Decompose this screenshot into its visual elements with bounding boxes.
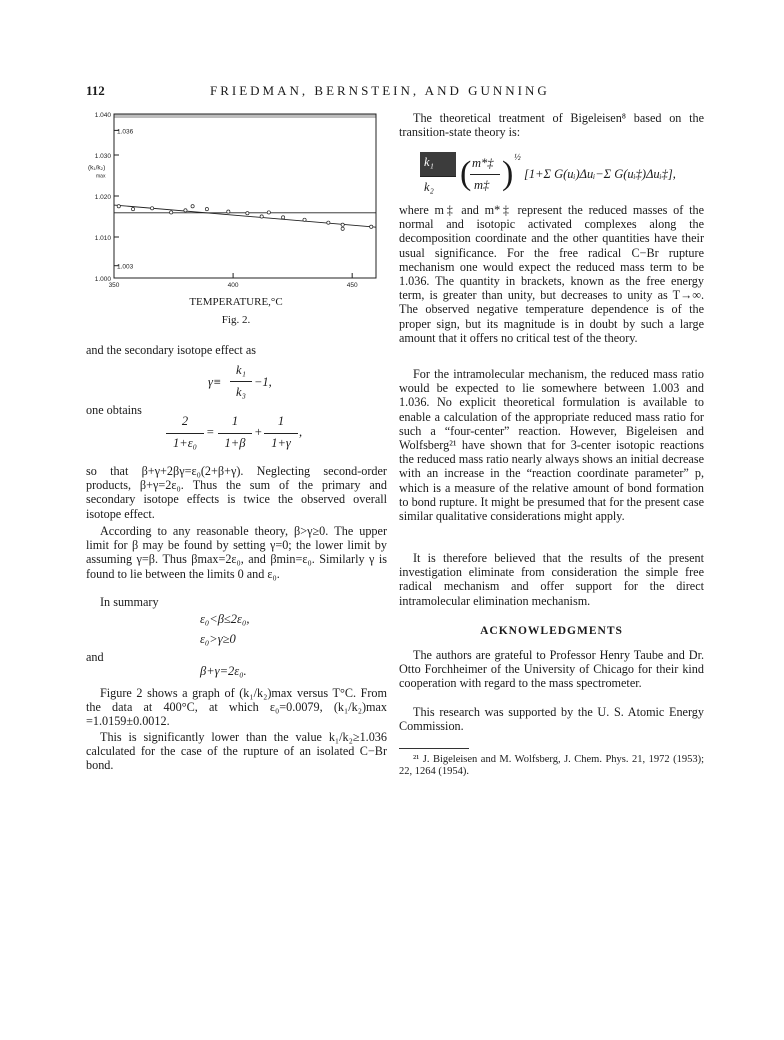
- eq2-n1: 2: [181, 414, 189, 428]
- data-point: [151, 207, 154, 210]
- plot-top-band: [114, 114, 376, 118]
- summary-eq-1: ε₀<β≤2ε₀,: [200, 612, 250, 626]
- data-point: [303, 218, 306, 221]
- one-obtains: one obtains: [86, 403, 142, 417]
- data-point: [327, 221, 330, 224]
- right-para-1: The theoretical treatment of Bigeleisen⁸ based on the transition-state theory is:: [399, 111, 704, 140]
- eq2-d2: 1+β: [224, 436, 246, 450]
- eq2-plus: +: [254, 425, 263, 439]
- eq-m-star: m*‡: [472, 156, 494, 170]
- data-point: [341, 227, 344, 230]
- eq-k2: k₂: [424, 180, 434, 194]
- eq1-lhs: γ≡: [208, 375, 222, 389]
- acknowledgments-heading: ACKNOWLEDGMENTS: [480, 625, 623, 637]
- data-point: [260, 215, 263, 218]
- footnote: ²¹ J. Bigeleisen and M. Wolfsberg, J. Chem. Phys. 21, 1972 (1953); 22, 1264 (1954).: [399, 754, 704, 777]
- y-tick-label-1: 1.003: [117, 263, 134, 271]
- running-title: FRIEDMAN, BERNSTEIN, AND GUNNING: [210, 83, 550, 98]
- data-point: [184, 209, 187, 212]
- y-axis-label-sub: max: [96, 173, 106, 180]
- eq1-rhs: −1,: [254, 375, 272, 389]
- left-para-1: and the secondary isotope effect as: [86, 343, 256, 357]
- right-para-4: It is therefore believed that the results of the present investigation eliminate from consideration the simple free radical mechanism and offer support for the direct intramolecular elimination mechanism.: [399, 551, 704, 608]
- y-tick-label-6: 1.040: [94, 112, 111, 119]
- equation-sum: 2 1+ε₀ = 1 1+β + 1 1+γ ,: [166, 414, 336, 454]
- and-word: and: [86, 650, 104, 664]
- x-tick-label-0: 350: [108, 282, 120, 289]
- data-point: [246, 212, 249, 215]
- in-summary: In summary: [100, 595, 159, 609]
- eq2-d3: 1+γ: [271, 436, 291, 450]
- eq2-n3: 1: [277, 414, 285, 428]
- data-point: [117, 205, 120, 208]
- y-tick-label-3: 1.020: [94, 194, 111, 201]
- right-para-5: The authors are grateful to Professor Henry Taube and Dr. Otto Forchheimer of the University of Chicago for their kind cooperation with regard to the mass spectrometer.: [399, 648, 704, 691]
- eq1-bar: [230, 381, 252, 382]
- eq2-d1: 1+ε₀: [173, 436, 197, 450]
- left-para-3: According to any reasonable theory, β>γ≥0. The upper limit for β may be found by setting γ=0; the lower limit by assuming γ=β. Thus βmax=2ε₀, and βmin=ε₀. Similarly γ is found to lie between the limits 0 and ε₀.: [86, 524, 387, 581]
- figure-x-label: TEMPERATURE,°C: [189, 296, 283, 308]
- bigeleisen-equation: k₁ k₂ ( m*‡ m‡ ) ½ [1+Σ G(uᵢ)Δuᵢ−Σ G(uᵢ‡)Δuᵢ‡],: [420, 152, 700, 198]
- eq2-equals: =: [206, 425, 215, 439]
- data-point: [267, 211, 270, 214]
- y-axis-label: (k₁/k₂): [88, 164, 106, 172]
- eq-half: ½: [514, 152, 521, 162]
- data-point: [191, 205, 194, 208]
- plot-frame: [114, 114, 376, 278]
- right-para-2: where m‡ and m*‡ represent the reduced masses of the normal and isotopic activated complexes along the decomposition coordinate and the other quantities have their usual significance. For the free radical C−Br rupture mechanism one would expect the reduced mass term to be 1.036. The quantity in brackets, known as the free energy term, is greater than unity, but decreases to unity as T→∞. The observed negative temperature dependence is of the proper sign, but its magnitude is in doubt by such a large amount that it offers no critical test of the theory.: [399, 203, 704, 345]
- eq1-den: k₃: [236, 385, 246, 399]
- left-para-4: Figure 2 shows a graph of (k₁/k₂)max versus T°C. From the data at 400°C, at which ε₀=0.0079, (k₁/k₂)max =1.0159±0.0012.: [86, 686, 387, 729]
- right-para-3: For the intramolecular mechanism, the reduced mass ratio would be expected to lie somewhere between 1.003 and 1.036. No explicit theoretical formulation is available to enable a calculation of the appropriate reduced mass ratio for such a “four-center” reaction. However, Bigeleisen and Wolfsberg²¹ have shown that for 3-center isotopic reactions the reduced mass ratio nearly always shows an initial decrease with an increase in the “reaction coordinate parameter” p, which is a measure of the relative amount of bond formation to bond rupture. It might be presumed that for the present case similar qualitative considerations might apply.: [399, 367, 704, 524]
- data-point: [205, 208, 208, 211]
- equation-gamma: [208, 363, 328, 403]
- eq2-bar2: [218, 433, 252, 434]
- left-para-5: This is significantly lower than the value k₁/k₂≥1.036 calculated for the case of the rupture of an isolated C−Br bond.: [86, 730, 387, 773]
- right-para-6: This research was supported by the U. S. Atomic Energy Commission.: [399, 705, 704, 734]
- eq1-num: k₁: [236, 363, 246, 377]
- y-tick-label-4: 1.030: [94, 153, 111, 160]
- figure-caption: Fig. 2.: [221, 314, 251, 326]
- eq-bracket: [1+Σ G(uᵢ)Δuᵢ−Σ G(uᵢ‡)Δuᵢ‡],: [524, 167, 676, 181]
- y-tick-label-0: 1.000: [94, 276, 111, 283]
- y-tick-label-5: 1.036: [117, 128, 134, 136]
- x-tick-label-1: 400: [227, 282, 239, 289]
- eq2-n2: 1: [231, 414, 239, 428]
- footnote-rule: [399, 748, 469, 749]
- eq2-bar3: [264, 433, 298, 434]
- data-point: [170, 211, 173, 214]
- left-para-2: so that β+γ+2βγ=ε₀(2+β+γ). Neglecting second-order products, β+γ=2ε₀. Thus the sum of the primary and secondary isotope effects is twice the observed overall isotope effect.: [86, 464, 387, 521]
- data-point: [282, 216, 285, 219]
- page-number: 112: [86, 83, 105, 98]
- y-tick-label-2: 1.010: [94, 235, 111, 242]
- figure-2: [86, 108, 386, 298]
- data-point: [341, 223, 344, 226]
- x-tick-label-2: 450: [346, 282, 358, 289]
- data-point: [131, 208, 134, 211]
- figure-2-chart: [86, 108, 386, 298]
- eq-k1: k₁: [424, 155, 434, 169]
- data-point: [227, 210, 230, 213]
- data-point: [370, 225, 373, 228]
- eq2-bar1: [166, 433, 204, 434]
- summary-eq-2: ε₀>γ≥0: [200, 632, 236, 646]
- summary-eq-3: β+γ=2ε₀.: [200, 664, 247, 678]
- eq-m: m‡: [474, 178, 490, 192]
